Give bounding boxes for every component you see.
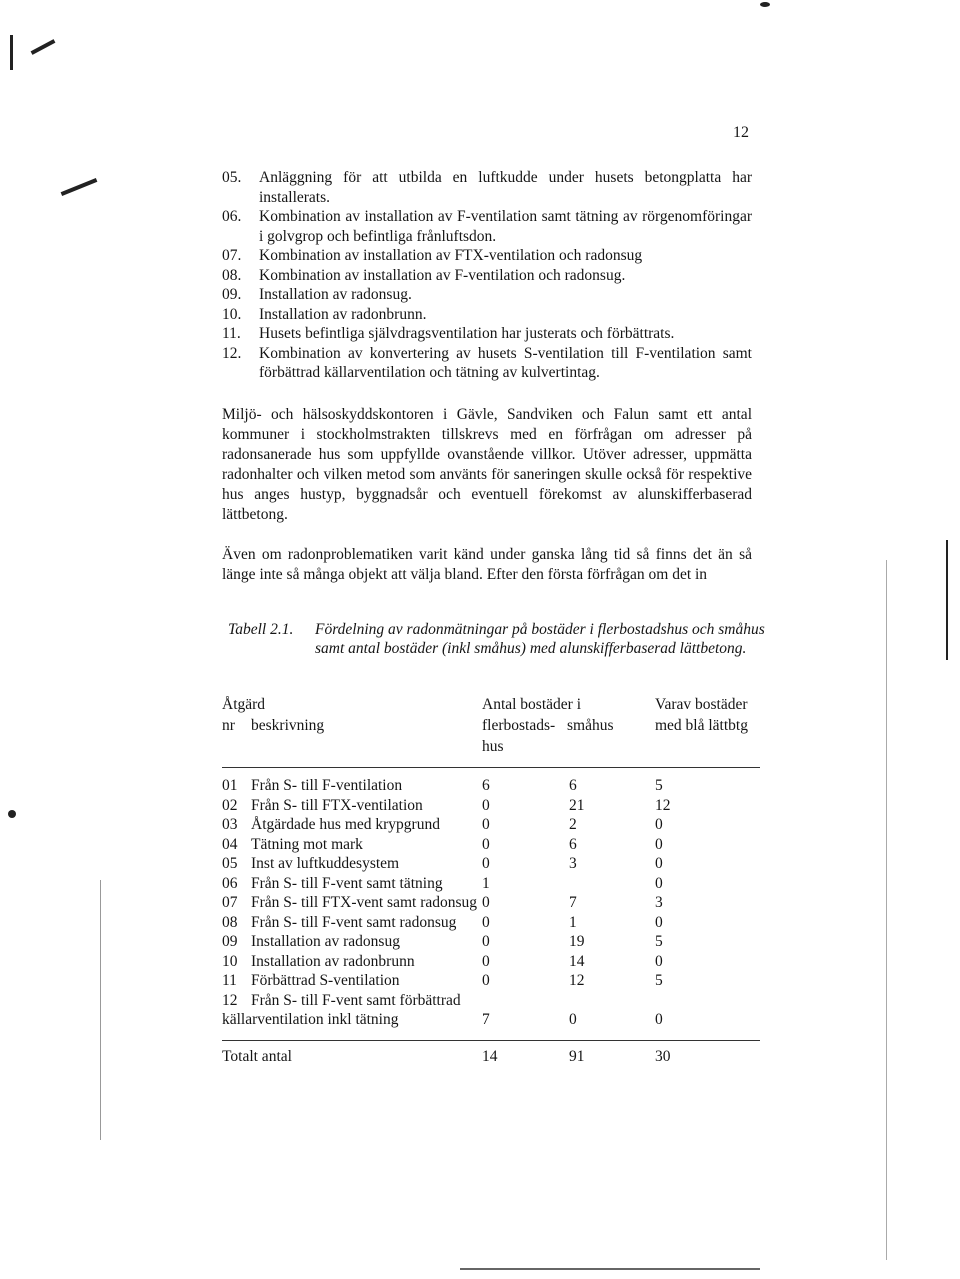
table-cell-bla-lattbetong: 0 [655, 952, 663, 970]
table-cell-description: Från S- till F-vent samt tätning [251, 874, 443, 892]
table-cell-flerbostadshus: 0 [482, 952, 490, 970]
list-item-text: Kombination av konvertering av husets S-ventilation till F-ventilation samt förbättrad källarventilation och tätning av kulvertintag. [259, 344, 752, 381]
table-cell-nr: 07 [222, 894, 238, 911]
scan-artifact [760, 2, 770, 7]
table-cell-flerbostadshus: 0 [482, 796, 490, 814]
numbered-list [222, 168, 752, 383]
total-flerbostadshus: 14 [482, 1048, 498, 1065]
table-cell-bla-lattbetong: 5 [655, 777, 663, 794]
table-cell-bla-lattbetong: 5 [655, 933, 663, 950]
table-cell-bla-lattbetong: 0 [655, 816, 663, 833]
table-cell-description: Från S- till FTX-ventilation [251, 796, 423, 814]
list-item-number: 09. [222, 286, 242, 303]
table-rule [222, 767, 760, 768]
list-item-number: 05. [222, 169, 242, 186]
table-cell-description: Från S- till F-ventilation [251, 777, 403, 794]
table-cell-bla-lattbetong: 0 [655, 913, 663, 931]
list-item-number: 11. [222, 325, 241, 342]
table-cell-smahus: 6 [569, 835, 577, 853]
table-cell-bla-lattbetong: 0 [655, 855, 663, 872]
table-cell-nr: 02 [222, 796, 238, 814]
table-cell-description: källarventilation inkl tätning [222, 1011, 399, 1028]
table-cell-description: Förbättrad S-ventilation [251, 972, 400, 989]
list-item-number: 12. [222, 344, 242, 362]
table-cell-flerbostadshus: 0 [482, 913, 490, 931]
table-cell-bla-lattbetong: 5 [655, 972, 663, 989]
table-cell-smahus: 0 [569, 1011, 577, 1028]
column-header-antal: Antal bostäder i [482, 696, 582, 713]
table-cell-nr: 05 [222, 855, 238, 872]
table-title: Fördelning av radonmätningar på bostäder i flerbostadshus och småhus samt antal bostäder (inkl småhus) med alunskifferbaserad lättbetong. [315, 621, 765, 657]
table-cell-description: Från S- till F-vent samt förbättrad [251, 991, 461, 1009]
table-cell-flerbostadshus: 0 [482, 894, 490, 911]
scan-artifact [886, 560, 887, 1260]
table-cell-nr: 01 [222, 777, 238, 794]
table-cell-bla-lattbetong: 0 [655, 874, 663, 892]
table-cell-nr: 11 [222, 972, 237, 989]
table-cell-description: Tätning mot mark [251, 835, 363, 853]
list-item [222, 344, 752, 383]
list-item [222, 246, 752, 266]
table-cell-description: Från S- till FTX-vent samt radonsug [251, 894, 478, 911]
table-cell-description: Från S- till F-vent samt radonsug [251, 913, 457, 931]
list-item-text: Installation av radonsug. [259, 286, 412, 303]
table-cell-bla-lattbetong: 3 [655, 894, 663, 911]
table-cell-flerbostadshus: 7 [482, 1011, 490, 1028]
table-cell-bla-lattbetong: 12 [655, 796, 671, 814]
table-cell-nr: 12 [222, 991, 238, 1009]
scan-artifact [100, 880, 101, 1140]
column-header-atgard: Åtgärd [222, 696, 266, 713]
total-bla-lattbetong: 30 [655, 1048, 671, 1065]
list-item-text: Kombination av installation av FTX-ventilation och radonsug [259, 247, 643, 264]
table-cell-flerbostadshus: 0 [482, 816, 490, 833]
scan-artifact [946, 540, 948, 660]
scan-artifact [61, 178, 98, 196]
table-cell-bla-lattbetong: 0 [655, 1011, 663, 1028]
list-item-text: Kombination av installation av F-ventilation samt tätning av rörgenomföringar i golvgrop och befintliga frånluftsdon. [259, 208, 752, 245]
table-cell-nr: 04 [222, 835, 238, 853]
list-item [222, 285, 752, 305]
table-cell-description: Installation av radonsug [251, 933, 400, 950]
list-item-text: Installation av radonbrunn. [259, 305, 427, 323]
table-cell-flerbostadshus: 6 [482, 777, 490, 794]
table-caption [228, 620, 768, 658]
list-item [222, 266, 752, 286]
table-cell-smahus: 3 [569, 855, 577, 872]
list-item [222, 207, 752, 246]
table-cell-smahus: 1 [569, 913, 577, 931]
paragraph: Miljö- och hälsoskyddskontoren i Gävle, Sandviken och Falun samt ett antal kommuner i stockholmstrakten tillskrevs med en förfrågan om adresser på radonsanerade hus som uppfyllde ovanstående villkor. Utöver adresser, uppmätta radonhalter och vilken metod som använts för saneringen skulle också för respektive hus anges hustyp, byggnadsår och eventuell förekomst av alunskifferbaserad lättbetong. [222, 406, 752, 523]
table-cell-nr: 06 [222, 874, 238, 892]
table-cell-smahus: 12 [569, 972, 585, 989]
table-cell-description: Inst av luftkuddesystem [251, 855, 400, 872]
list-item [222, 168, 752, 207]
table-cell-smahus: 19 [569, 933, 585, 950]
table-cell-description: Installation av radonbrunn [251, 952, 415, 970]
scan-artifact [31, 39, 56, 55]
list-item-number: 08. [222, 266, 242, 284]
page-number: 12 [733, 124, 749, 141]
column-header-nr: nr [222, 717, 235, 734]
list-item-number: 06. [222, 208, 242, 225]
table-cell-nr: 03 [222, 816, 238, 833]
table-cell-smahus: 6 [569, 777, 577, 794]
table-label: Tabell 2.1. [228, 621, 294, 638]
table-cell-flerbostadshus: 1 [482, 874, 490, 892]
column-header-flerbostadshus-cont: hus [482, 738, 504, 755]
scan-artifact [10, 35, 13, 70]
total-label: Totalt antal [222, 1048, 292, 1065]
list-item-text: Husets befintliga självdragsventilation har justerats och förbättrats. [259, 325, 675, 342]
column-header-beskrivning: beskrivning [251, 717, 325, 734]
list-item-number: 10. [222, 305, 242, 323]
scan-artifact [460, 1268, 760, 1270]
table-rule [222, 1040, 760, 1041]
table-cell-flerbostadshus: 0 [482, 933, 490, 950]
column-header-varav: Varav bostäder [655, 696, 748, 713]
column-header-flerbostadshus: flerbostads- [482, 717, 556, 734]
table-cell-flerbostadshus: 0 [482, 835, 490, 853]
scan-artifact [8, 810, 16, 818]
list-item-text: Kombination av installation av F-ventilation och radonsug. [259, 266, 626, 284]
column-header-bla-lattbetong: med blå lättbtg [655, 717, 748, 734]
table-cell-smahus: 21 [569, 796, 585, 814]
column-header-smahus: småhus [567, 717, 614, 734]
list-item-text: Anläggning för att utbilda en luftkudde under husets betongplatta har installerats. [259, 169, 752, 206]
table-cell-smahus: 14 [569, 952, 585, 970]
list-item [222, 324, 752, 344]
table-cell-flerbostadshus: 0 [482, 972, 490, 989]
table-cell-description: Åtgärdade hus med krypgrund [251, 816, 440, 833]
list-item [222, 305, 752, 325]
table-cell-nr: 10 [222, 952, 238, 970]
table-cell-smahus: 2 [569, 816, 577, 833]
table-cell-bla-lattbetong: 0 [655, 835, 663, 853]
table-cell-flerbostadshus: 0 [482, 855, 490, 872]
table-cell-smahus: 7 [569, 894, 577, 911]
table-cell-nr: 09 [222, 933, 238, 950]
total-smahus: 91 [569, 1048, 585, 1065]
table-cell-nr: 08 [222, 913, 238, 931]
list-item-number: 07. [222, 247, 242, 264]
paragraph: Även om radonproblematiken varit känd under ganska lång tid så finns det än så länge inte så många objekt att välja bland. Efter den första förfrågan om det in [222, 546, 752, 583]
